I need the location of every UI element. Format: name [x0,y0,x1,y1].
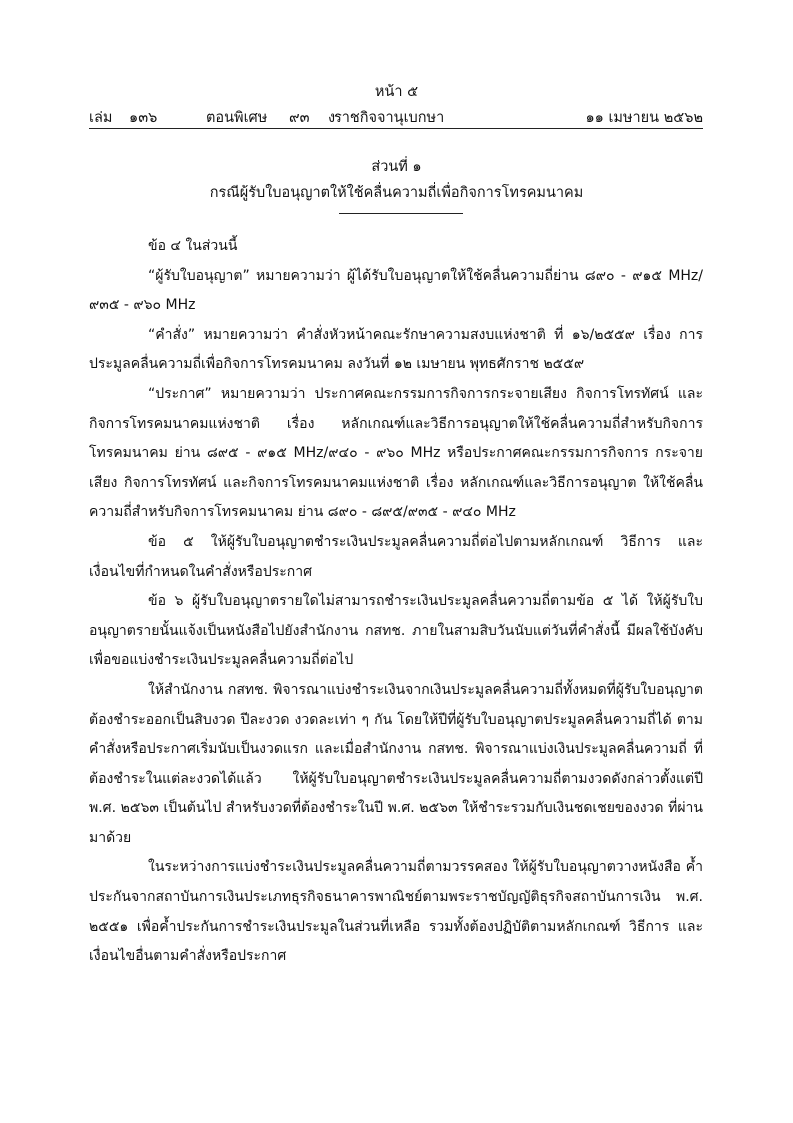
header-volume-number: ๑๓๖ [129,110,158,126]
header-date: ๑๑ เมษายน ๒๕๖๒ [585,110,703,126]
definition-order: “คำสั่ง” หมายความว่า คำสั่งหัวหน้าคณะรักษาความสงบแห่งชาติ ที่ ๑๖/๒๕๕๙ เรื่อง การประมูลคลื่นความถี่เพื่อกิจการโทรคมนาคม ลงวันที่ ๑๒ เมษายน พุทธศักราช ๒๕๕๙ [89,326,703,373]
clause-6-paragraph-3: ในระหว่างการแบ่งชำระเงินประมูลคลื่นความถี่ตามวรรคสอง ให้ผู้รับใบอนุญาตวางหนังสือ ค้ำประกันจากสถาบันการเงินประเภทธุรกิจธนาคารพาณิชย์ตามพระราชบัญญัติธุรกิจสถาบันการเงิน พ.ศ. ๒๕๕๑ เพื่อค้ำประกันการชำระเงินประมูลในส่วนที่เหลือ รวมทั้งต้องปฏิบัติตามหลักเกณฑ์ วิธีการ และเงื่อนไขอื่นตามคำสั่งหรือประกาศ [89,859,703,965]
page-number: หน้า ๕ [374,84,419,100]
title-divider [339,213,463,214]
header-section-type: ตอนพิเศษ [206,110,268,126]
clause-4: ข้อ ๔ ในส่วนนี้ [148,238,238,254]
definition-licensee: “ผู้รับใบอนุญาต” หมายความว่า ผู้ได้รับใบอนุญาตให้ใช้คลื่นความถี่ย่าน ๘๙๐ - ๙๑๕ MHz/ ๙๓๕ - ๙๖๐ MHz [89,267,703,314]
definition-announcement: “ประกาศ” หมายความว่า ประกาศคณะกรรมการกิจการกระจายเสียง กิจการโทรทัศน์ และกิจการโทรคมนาคมแห่งชาติ เรื่อง หลักเกณฑ์และวิธีการอนุญาตให้ใช้คลื่นความถี่สำหรับกิจการ โทรคมนาคม ย่าน ๘๙๕ - ๙๑๕ MHz/๙๔๐ - ๙๖๐ MHz หรือประกาศคณะกรรมการกิจการ กระจายเสียง กิจการโทรทัศน์ และกิจการโทรคมนาคมแห่งชาติ เรื่อง หลักเกณฑ์และวิธีการอนุญาต ให้ใช้คลื่นความถี่สำหรับกิจการโทรคมนาคม ย่าน ๘๙๐ - ๘๙๕/๙๓๕ - ๙๔๐ MHz [89,385,703,521]
clause-6-paragraph-2: ให้สำนักงาน กสทช. พิจารณาแบ่งชำระเงินจากเงินประมูลคลื่นความถี่ทั้งหมดที่ผู้รับใบอนุญาต ต้องชำระออกเป็นสิบงวด ปีละงวด งวดละเท่า ๆ กัน โดยให้ปีที่ผู้รับใบอนุญาตประมูลคลื่นความถี่ได้ ตามคำสั่งหรือประกาศเริ่มนับเป็นงวดแรก และเมื่อสำนักงาน กสทช. พิจารณาแบ่งเงินประมูลคลื่นความถี่ ที่ต้องชำระในแต่ละงวดได้แล้ว ให้ผู้รับใบอนุญาตชำระเงินประมูลคลื่นความถี่ตามงวดดังกล่าวตั้งแต่ปี พ.ศ. ๒๕๖๓ เป็นต้นไป สำหรับงวดที่ต้องชำระในปี พ.ศ. ๒๕๖๓ ให้ชำระรวมกับเงินชดเชยของงวด ที่ผ่านมาด้วย [89,681,703,846]
header-volume-label: เล่ม [89,110,113,126]
gazette-header [89,106,703,129]
part-subject: กรณีผู้รับใบอนุญาตให้ใช้คลื่นความถี่เพื่อกิจการโทรคมนาคม [209,185,584,201]
clause-5: ข้อ ๕ ให้ผู้รับใบอนุญาตชำระเงินประมูลคลื่นความถี่ต่อไปตามหลักเกณฑ์ วิธีการ และ เงื่อนไขที่กำหนดในคำสั่งหรือประกาศ [89,533,703,580]
document-body [89,232,703,972]
part-title: ส่วนที่ ๑ [371,159,422,175]
clause-6: ข้อ ๖ ผู้รับใบอนุญาตรายใดไม่สามารถชำระเงินประมูลคลื่นความถี่ตามข้อ ๕ ได้ ให้ผู้รับใบอนุญาตรายนั้นแจ้งเป็นหนังสือไปยังสำนักงาน กสทช. ภายในสามสิบวันนับแต่วันที่คำสั่งนี้ มีผลใช้บังคับ เพื่อขอแบ่งชำระเงินประมูลคลื่นความถี่ต่อไป [89,593,703,669]
header-gazette-name: ราชกิจจานุเบกษา [334,110,445,126]
header-section-number: ๙๓ ง [289,110,336,126]
